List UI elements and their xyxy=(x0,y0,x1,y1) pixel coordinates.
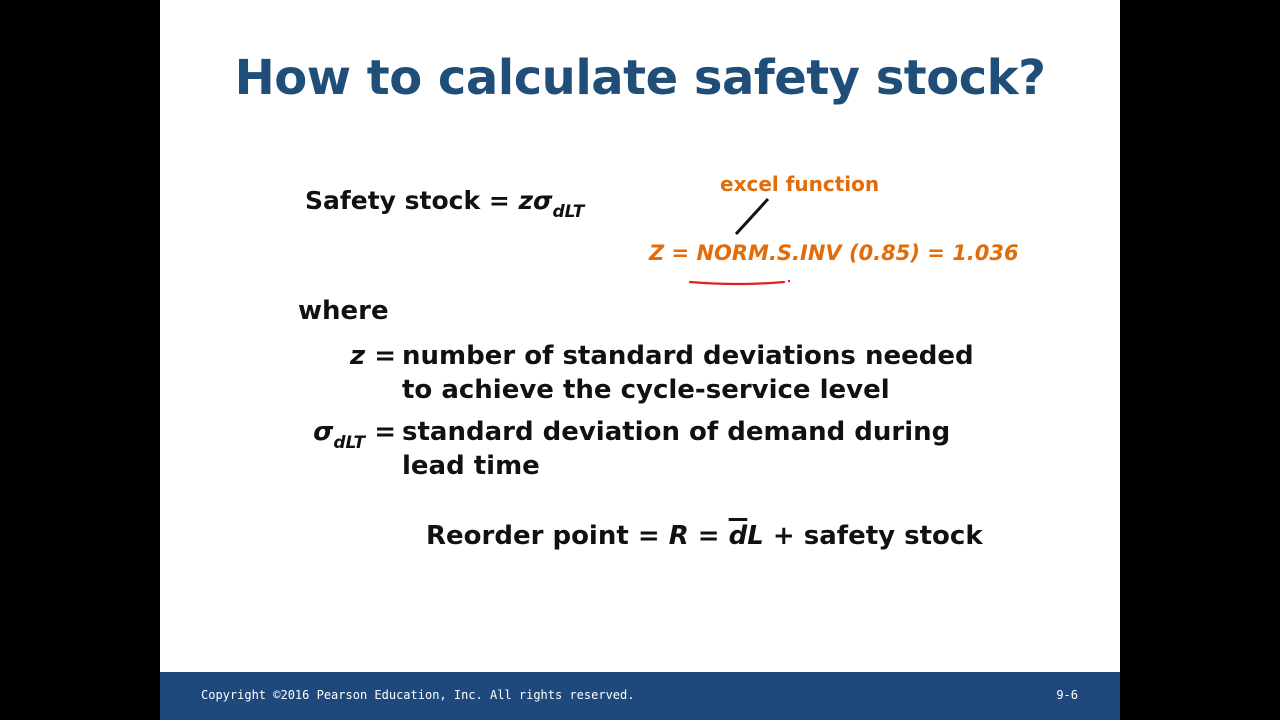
slide-title: How to calculate safety stock? xyxy=(234,50,1046,106)
slide-footer xyxy=(160,672,1120,720)
definition-z-symbol xyxy=(276,339,396,373)
where-label: where xyxy=(298,296,389,326)
definition-z-eq: = xyxy=(374,341,396,371)
safety-stock-z-sigma: zσ xyxy=(518,186,553,215)
definition-sigma-var: σ xyxy=(313,417,334,447)
definition-sigma-eq: = xyxy=(374,417,396,447)
definition-z-text: number of standard deviations needed to achieve the cycle-service level xyxy=(402,341,974,405)
reorder-l: L xyxy=(747,521,764,551)
reorder-rest: + safety stock xyxy=(772,521,983,551)
excel-pointer-line xyxy=(734,197,774,237)
definition-sigma-symbol xyxy=(276,415,396,452)
safety-stock-subscript: dLT xyxy=(552,202,585,222)
slide xyxy=(160,0,1120,720)
excel-formula: Z = NORM.S.INV (0.85) = 1.036 xyxy=(649,241,1019,265)
page-number: 9-6 xyxy=(1056,688,1078,702)
definition-sigma-subscript: dLT xyxy=(333,433,366,453)
reorder-lhs: Reorder point = xyxy=(426,521,660,551)
definition-sigma xyxy=(160,415,1120,485)
reorder-r: R xyxy=(668,521,689,551)
handwritten-underline xyxy=(688,278,792,288)
safety-stock-formula xyxy=(305,186,585,222)
reorder-point-formula xyxy=(426,521,983,551)
safety-stock-lhs: Safety stock = xyxy=(305,186,510,215)
definition-z-var: z xyxy=(350,341,366,371)
excel-function-label: excel function xyxy=(720,172,880,196)
copyright-text: Copyright ©2016 Pearson Education, Inc. All rights reserved. xyxy=(201,688,635,702)
definition-sigma-text: standard deviation of demand during lead time xyxy=(402,417,951,481)
reorder-eq: = xyxy=(697,521,720,551)
reorder-d-bar: $\overline{d}$ xyxy=(728,521,748,551)
definition-z xyxy=(160,339,1120,409)
